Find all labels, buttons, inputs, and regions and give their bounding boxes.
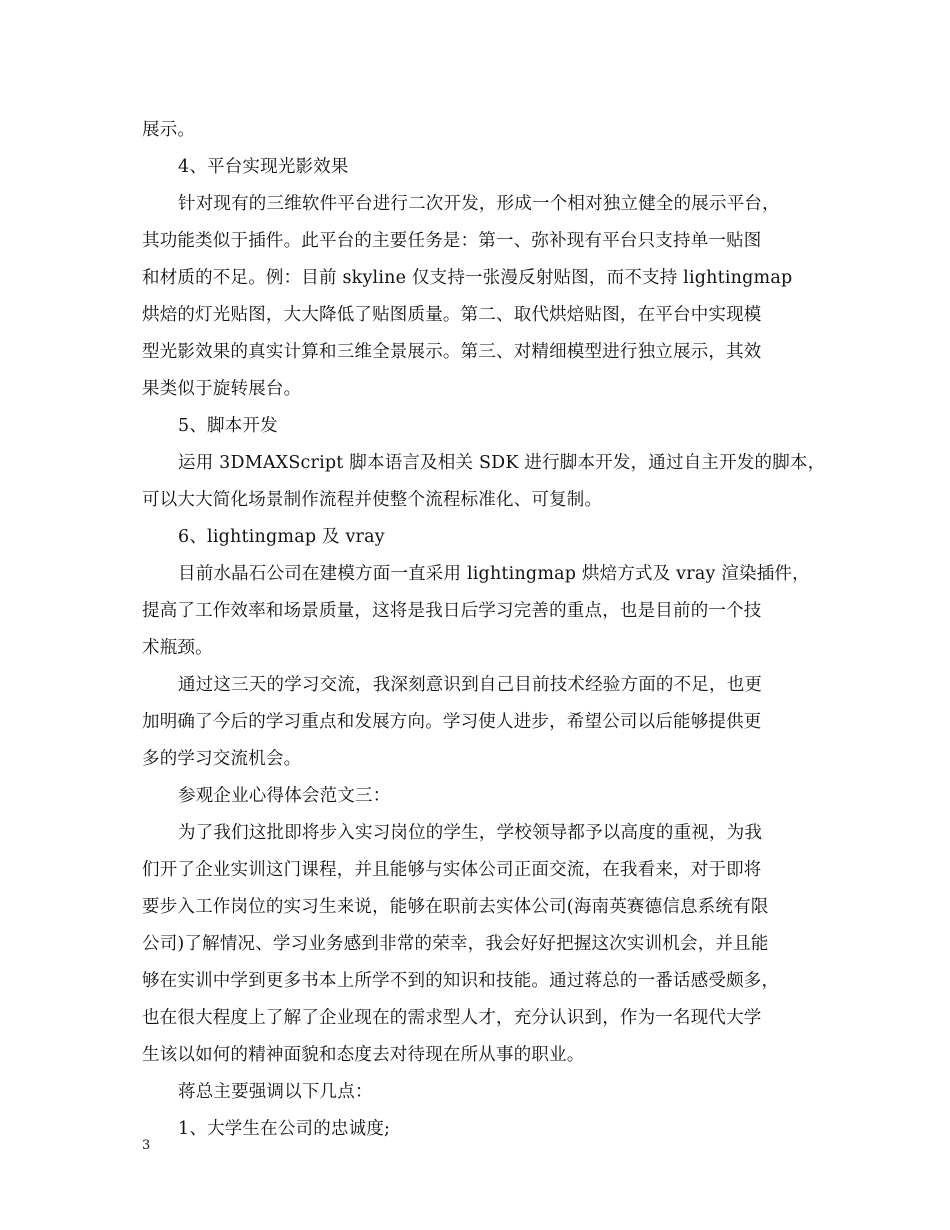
text-line: 公司)了解情况、学习业务感到非常的荣幸，我会好好把握这次实训机会，并且能 (142, 934, 769, 954)
text-line: 4、平台实现光影效果 (178, 157, 349, 177)
text-line: 要步入工作岗位的实习生来说，能够在职前去实体公司(海南英赛德信息系统有限 (142, 897, 769, 917)
text-line: 6、lightingmap 及 vray (178, 527, 385, 547)
text-line: 1、大学生在公司的忠诚度; (178, 1119, 391, 1139)
text-line: 蒋总主要强调以下几点： (178, 1082, 373, 1102)
text-line: 其功能类似于插件。此平台的主要任务是：第一、弥补现有平台只支持单一贴图 (142, 231, 762, 251)
text-line: 提高了工作效率和场景质量，这将是我日后学习完善的重点，也是目前的一个技 (142, 601, 762, 621)
text-line: 型光影效果的真实计算和三维全景展示。第三、对精细模型进行独立展示，其效 (142, 342, 762, 362)
text-line: 烘焙的灯光贴图，大大降低了贴图质量。第二、取代烘焙贴图，在平台中实现模 (142, 305, 762, 325)
text-line: 加明确了今后的学习重点和发展方向。学习使人进步，希望公司以后能够提供更 (142, 712, 762, 732)
text-line: 够在实训中学到更多书本上所学不到的知识和技能。通过蒋总的一番话感受颇多， (142, 971, 780, 991)
text-line: 目前水晶石公司在建模方面一直采用 lightingmap 烘焙方式及 vray 渲染插件， (178, 564, 810, 584)
text-line: 参观企业心得体会范文三： (178, 786, 391, 806)
text-line: 5、脚本开发 (178, 416, 278, 436)
text-line: 也在很大程度上了解了企业现在的需求型人才，充分认识到，作为一名现代大学 (142, 1008, 762, 1028)
text-line: 通过这三天的学习交流，我深刻意识到自己目前技术经验方面的不足，也更 (178, 675, 763, 695)
text-line: 为了我们这批即将步入实习岗位的学生，学校领导都予以高度的重视，为我 (178, 823, 763, 843)
text-line: 生该以如何的精神面貌和态度去对待现在所从事的职业。 (142, 1045, 585, 1065)
text-line: 可以大大简化场景制作流程并使整个流程标准化、可复制。 (142, 490, 603, 510)
page-number: 3 (142, 1138, 151, 1153)
text-line: 术瓶颈。 (142, 638, 213, 658)
text-line: 们开了企业实训这门课程，并且能够与实体公司正面交流，在我看来，对于即将 (142, 860, 762, 880)
text-line: 多的学习交流机会。 (142, 749, 302, 769)
text-line: 运用 3DMAXScript 脚本语言及相关 SDK 进行脚本开发，通过自主开发的脚本， (178, 453, 826, 473)
text-line: 果类似于旋转展台。 (142, 379, 302, 399)
text-line: 和材质的不足。例：目前 skyline 仅支持一张漫反射贴图，而不支持 lightingmap (142, 268, 793, 288)
text-line: 针对现有的三维软件平台进行二次开发，形成一个相对独立健全的展示平台， (178, 194, 780, 214)
text-line: 展示。 (142, 120, 196, 140)
body-text (142, 112, 826, 1148)
